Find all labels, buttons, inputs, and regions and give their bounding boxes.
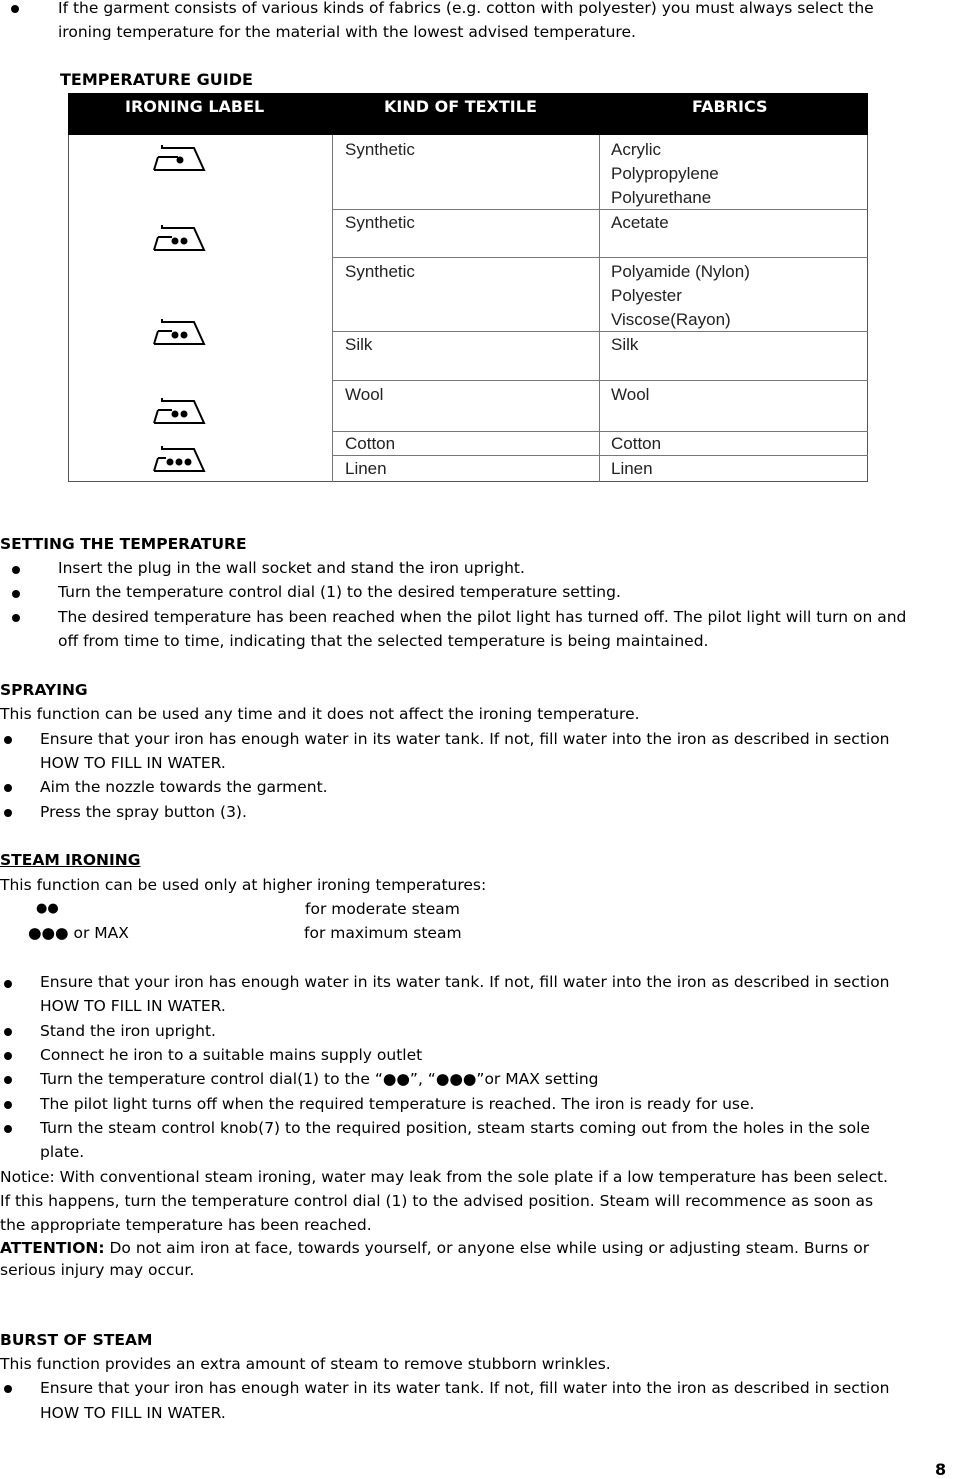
bullet xyxy=(4,784,12,792)
section-heading: SPRAYING xyxy=(0,681,88,699)
steam-symbol: ●●● or MAX xyxy=(28,924,129,942)
notice-text: Notice: With conventional steam ironing, water may leak from the sole plate if a low temperature has been select. xyxy=(0,1168,888,1186)
list-item: Insert the plug in the wall socket and stand the iron upright. xyxy=(58,559,525,577)
fabric-cell: Polyester xyxy=(611,286,682,305)
fabric-cell: Viscose(Rayon) xyxy=(611,310,731,329)
list-item: Press the spray button (3). xyxy=(40,803,247,821)
iron-two-dots-icon xyxy=(150,316,208,346)
column-header: KIND OF TEXTILE xyxy=(384,97,537,116)
fabric-cell: Acrylic xyxy=(611,140,662,159)
steam-desc: for maximum steam xyxy=(304,924,462,942)
bullet xyxy=(4,1101,12,1109)
notice-text: If this happens, turn the temperature control dial (1) to the advised position. Steam will recommence as soon as xyxy=(0,1192,874,1210)
list-item: Ensure that your iron has enough water in its water tank. If not, fill water into the iron as described in section xyxy=(40,730,890,748)
list-item: Connect he iron to a suitable mains supply outlet xyxy=(40,1046,423,1064)
fabric-cell: Acetate xyxy=(611,213,669,232)
iron-three-dots-icon xyxy=(150,443,208,473)
paragraph: This function can be used only at higher ironing temperatures: xyxy=(0,876,487,894)
fabric-cell: Cotton xyxy=(611,434,662,453)
column-header: IRONING LABEL xyxy=(125,97,265,116)
notice-text: the appropriate temperature has been reached. xyxy=(0,1216,372,1234)
bullet xyxy=(4,980,12,988)
list-item: The desired temperature has been reached when the pilot light has turned off. The pilot light will turn on and xyxy=(58,608,907,626)
list-item-cont: off from time to time, indicating that the selected temperature is being maintained. xyxy=(58,632,709,650)
bullet xyxy=(12,590,20,598)
page-number: 8 xyxy=(935,1460,947,1479)
textile-cell: Wool xyxy=(345,385,384,404)
list-item-cont: HOW TO FILL IN WATER. xyxy=(40,754,226,772)
attention-label: ATTENTION: xyxy=(0,1239,105,1257)
temperature-table xyxy=(68,135,868,482)
list-item: Turn the temperature control dial (1) to the desired temperature setting. xyxy=(58,583,621,601)
list-item-cont: HOW TO FILL IN WATER. xyxy=(40,1404,226,1422)
fabric-cell: Polypropylene xyxy=(611,164,719,183)
bullet xyxy=(4,809,12,817)
column-header: FABRICS xyxy=(692,97,768,116)
attention-text: serious injury may occur. xyxy=(0,1261,195,1279)
fabric-cell: Polyurethane xyxy=(611,188,712,207)
bullet xyxy=(12,566,20,574)
bullet xyxy=(4,1052,12,1060)
bullet xyxy=(11,5,19,13)
list-item: Stand the iron upright. xyxy=(40,1022,216,1040)
bullet xyxy=(4,736,12,744)
list-item: The pilot light turns off when the required temperature is reached. The iron is ready for use. xyxy=(40,1095,755,1113)
textile-cell: Linen xyxy=(345,459,387,478)
textile-cell: Silk xyxy=(345,335,373,354)
attention-text xyxy=(0,1236,869,1260)
bullet xyxy=(4,1076,12,1084)
textile-cell: Synthetic xyxy=(345,140,415,159)
iron-two-dots-icon xyxy=(150,222,208,252)
attention-body: Do not aim iron at face, towards yourself, or anyone else while using or adjusting steam. Burns or xyxy=(104,1239,870,1257)
iron-two-dots-icon xyxy=(150,395,208,425)
paragraph: This function can be used any time and it does not affect the ironing temperature. xyxy=(0,705,640,723)
fabric-cell: Silk xyxy=(611,335,639,354)
table-header xyxy=(68,93,868,135)
section-heading: STEAM IRONING xyxy=(0,851,141,869)
textile-cell: Synthetic xyxy=(345,262,415,281)
steam-symbol: ●● xyxy=(36,901,59,916)
textile-cell: Cotton xyxy=(345,434,396,453)
table-title: TEMPERATURE GUIDE xyxy=(60,70,253,89)
paragraph: This function provides an extra amount of steam to remove stubborn wrinkles. xyxy=(0,1355,611,1373)
textile-cell: Synthetic xyxy=(345,213,415,232)
bullet xyxy=(12,614,20,622)
bullet xyxy=(4,1028,12,1036)
intro-line: If the garment consists of various kinds of fabrics (e.g. cotton with polyester) you must always select the xyxy=(58,0,874,17)
fabric-cell: Polyamide (Nylon) xyxy=(611,262,750,281)
list-item: Aim the nozzle towards the garment. xyxy=(40,778,328,796)
fabric-cell: Wool xyxy=(611,385,650,404)
list-item-cont: plate. xyxy=(40,1143,85,1161)
list-item: Ensure that your iron has enough water in its water tank. If not, fill water into the iron as described in section xyxy=(40,1379,890,1397)
list-item: Turn the steam control knob(7) to the required position, steam starts coming out from the holes in the sole xyxy=(40,1119,870,1137)
section-heading: SETTING THE TEMPERATURE xyxy=(0,535,247,553)
bullet xyxy=(4,1385,12,1393)
iron-one-dot-icon xyxy=(150,142,208,172)
intro-line: ironing temperature for the material with the lowest advised temperature. xyxy=(58,23,636,41)
list-item-cont: HOW TO FILL IN WATER. xyxy=(40,997,226,1015)
list-item: Ensure that your iron has enough water in its water tank. If not, fill water into the iron as described in section xyxy=(40,973,890,991)
fabric-cell: Linen xyxy=(611,459,653,478)
list-item: Turn the temperature control dial(1) to the “●●”, “●●●”or MAX setting xyxy=(40,1070,599,1088)
section-heading: BURST OF STEAM xyxy=(0,1331,153,1349)
steam-desc: for moderate steam xyxy=(305,900,460,918)
bullet xyxy=(4,1125,12,1133)
